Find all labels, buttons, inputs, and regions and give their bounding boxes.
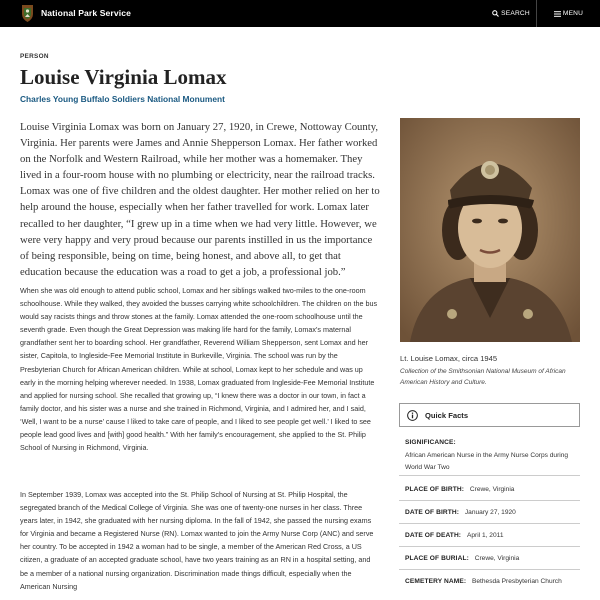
- fact-value: Bethesda Presbyterian Church: [471, 578, 562, 585]
- site-brand[interactable]: National Park Service: [41, 8, 131, 18]
- park-link[interactable]: Charles Young Buffalo Soldiers National Monument: [20, 94, 225, 104]
- menu-label: MENU: [562, 10, 584, 17]
- quick-facts-title: Quick Facts: [425, 411, 469, 420]
- body-paragraph: When she was old enough to attend public school, Lomax and her siblings walked two-miles to the one-room schoolhouse. While they walked, they avoided the busses carrying white schoolchildren. The children on the bus would say racists things and throw stones at the family. Lomax attended the one-room schoolhouse until the seventh grade. Even though the Great Depression was making life hard for the family, Lomax’s maternal grandfather sent her to boarding school. Her grandfather, Reverend William Shepperson, sent Lomax and her sister, Capitola, to Ingleside-Fee Memorial Institute in Burkeville, Virginia. The school was run by the Presbyterian Church for African American children. While at school, Lomax kept to her schedule and was up early in the morning helping wherever needed. In 1938, Lomax graduated from Ingleside-Fee Memorial Institute and applied for nursing school. She recalled that growing up, “I knew there was a doctor in our town, in fact a family doctor, and his sister was a nurse and she trained in Richmond, Virginia, and I admired her, and I said, ‘Well, I want to be a nurse’ cause I liked to take care of people, and I liked to see people get well.’ I liked to see people lead good lives and [with] good health.” With her family’s encouragement, she applied to the St. Philip School of Nursing in Richmond, Virginia.: [20, 286, 378, 453]
- quick-facts-header: [399, 403, 580, 427]
- info-icon: [407, 410, 418, 421]
- portrait-photo[interactable]: [400, 118, 580, 342]
- body-paragraph: In September 1939, Lomax was accepted into the St. Philip School of Nursing at St. Philip Hospital, the segregated branch of the Medical College of Virginia. She was one of twenty-one nurses in her class. Three years later, in 1942, she graduated with her nursing diploma. In the fall of 1942, she passed the nursing exams for Virginia and became a Registered Nurse (RN). Lomax wanted to join the Army Nurse Corp (ANC) and serve her country. To be accepted in 1942 a woman had to be single, a member of the American Red Cross, a US citizen, a graduate of an accepted graduate school, have two years training as an RN in a hospital setting, and be a member of a national nursing organization. Discrimination made things difficult, especially when the American Nursing: [20, 490, 374, 591]
- top-nav-bar: [0, 0, 600, 27]
- fact-significance: [399, 430, 580, 476]
- fact-key: SIGNIFICANCE:: [405, 439, 456, 446]
- fact-key: DATE OF DEATH:: [405, 532, 462, 539]
- fact-cemetery-name: [399, 570, 580, 593]
- fact-value: Crewe, Virginia: [474, 555, 520, 562]
- fact-key: CEMETERY NAME:: [405, 578, 467, 585]
- fact-date-of-death: [399, 524, 580, 547]
- fact-value: Crewe, Virginia: [469, 486, 515, 493]
- fact-date-of-birth: [399, 501, 580, 524]
- fact-key: PLACE OF BURIAL:: [405, 555, 469, 562]
- search-icon: [492, 10, 499, 17]
- search-button[interactable]: [487, 0, 535, 27]
- fact-value: April 1, 2011: [466, 532, 504, 539]
- fact-place-of-birth: [399, 478, 580, 501]
- fact-key: DATE OF BIRTH:: [405, 509, 460, 516]
- fact-key: PLACE OF BIRTH:: [405, 486, 465, 493]
- lead-paragraph: Louise Virginia Lomax was born on January 27, 1920, in Crewe, Nottoway County, Virginia. Her parents were James and Annie Shepperson Lomax. Her father worked on the Norfolk and Western Railroad, while her mother was a homemaker. They lived in a four-room house with no plumbing or electricity, near the railroad tracks. Lomax was one of five children and the oldest daughter. Her mother relied on her to help around the house, especially when her father travelled for work. Lomax later recalled to her daughter, “I grew up in a time when we had very little. However, we were very happy and very proud because our parents instilled in us the importance of being responsible, being on time, being honest, and above all, to get that education because the education was a road to get a job, a professional job.”: [20, 121, 380, 278]
- menu-button[interactable]: [536, 0, 600, 27]
- fact-value: January 27, 1920: [464, 509, 516, 516]
- page-title: Louise Virginia Lomax: [20, 65, 227, 89]
- photo-caption: Lt. Louise Lomax, circa 1945: [400, 354, 498, 363]
- photo-credit: Collection of the Smithsonian National Museum of African American History and Culture.: [400, 368, 566, 386]
- content-type-label: PERSON: [20, 53, 49, 60]
- fact-value: African American Nurse in the Army Nurse Corps during World War Two: [405, 451, 569, 471]
- fact-place-of-burial: [399, 547, 580, 570]
- arrowhead-logo-icon[interactable]: [21, 5, 34, 22]
- search-label: SEARCH: [501, 10, 530, 17]
- hamburger-icon: [554, 11, 561, 17]
